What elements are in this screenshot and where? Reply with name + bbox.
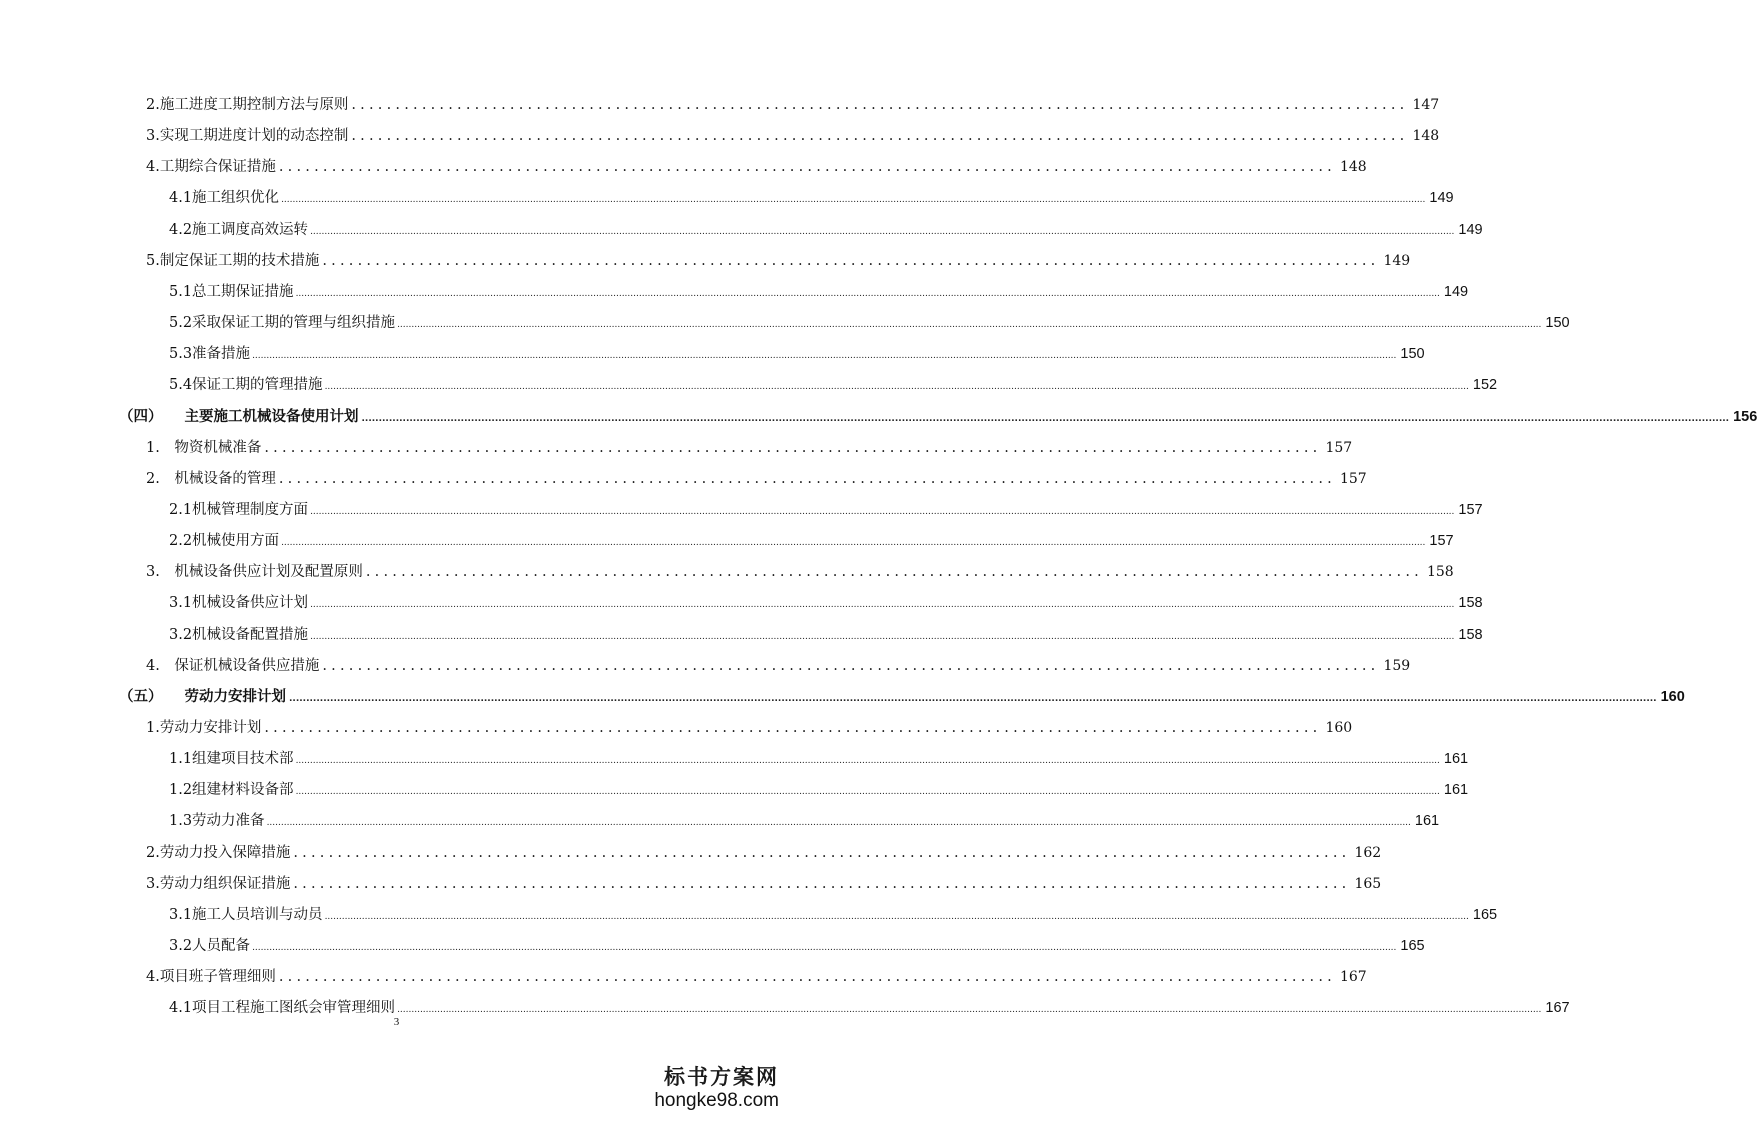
toc-dot-leader: ................................................................................................................................................................................................................................................................................................................................................................................................................ <box>310 631 1455 642</box>
toc-entry[interactable] <box>169 374 1498 396</box>
toc-entry[interactable] <box>146 717 1353 739</box>
toc-page-number: 160 <box>1660 688 1685 705</box>
toc-entry-text: 3.2机械设备配置措施 <box>169 626 309 643</box>
toc-page-number: 152 <box>1472 377 1498 394</box>
toc-dot-leader: ........................................................................................................................ <box>293 875 1351 892</box>
toc-page-number: 156 <box>1733 408 1757 425</box>
toc-page-number: 158 <box>1458 626 1483 643</box>
toc-entry-label <box>169 281 294 303</box>
toc-entry[interactable] <box>146 437 1353 459</box>
toc-page-number: 167 <box>1339 969 1367 986</box>
toc-entry[interactable] <box>169 187 1454 209</box>
toc-entry-text: 2.劳动力投入保障措施 <box>146 844 291 861</box>
toc-entry-text: 3.2人员配备 <box>169 938 251 955</box>
toc-entry-label <box>146 873 290 895</box>
toc-entry-text: 5.4保证工期的管理措施 <box>169 377 323 394</box>
toc-entry-text: 4. 保证机械设备供应措施 <box>146 657 320 674</box>
toc-entry-text: 3.1施工人员培训与动员 <box>169 906 323 923</box>
toc-entry[interactable] <box>146 873 1382 895</box>
toc-entry[interactable] <box>169 281 1469 303</box>
toc-entry-label <box>169 312 395 334</box>
toc-entry[interactable] <box>146 94 1440 116</box>
toc-dot-leader: ................................................................................................................................................................................................................................................................................................................................................................................................................ <box>295 787 1440 798</box>
toc-entry[interactable] <box>169 748 1469 770</box>
toc-page-number: 150 <box>1400 346 1425 363</box>
toc-entry[interactable] <box>146 468 1367 490</box>
toc-entry-label <box>169 592 308 614</box>
toc-dot-leader: ........................................................................................................................ <box>365 564 1423 581</box>
toc-entry-label <box>169 810 265 832</box>
toc-entry-text: 1.2组建材料设备部 <box>169 782 294 799</box>
toc-entry-label <box>169 374 323 396</box>
toc-dot-leader: ................................................................................................................................................................................................................................................................................................................................................................................................................ <box>252 351 1397 362</box>
toc-entry-text: 3. 机械设备供应计划及配置原则 <box>146 564 363 581</box>
toc-entry-text: 5.2采取保证工期的管理与组织措施 <box>169 315 396 332</box>
toc-entry-label <box>146 655 319 677</box>
toc-entry-label <box>169 748 294 770</box>
toc-dot-leader: ........................................................................................................................ <box>264 439 1322 456</box>
toc-entry-label <box>169 624 308 646</box>
toc-entry-text: 4.2施工调度高效运转 <box>169 221 309 238</box>
toc-entry-text: 4.工期综合保证措施 <box>146 159 276 176</box>
toc-entry-text: 4.项目班子管理细则 <box>146 969 276 986</box>
toc-dot-leader: ........................................................................................................................ <box>351 128 1409 145</box>
toc-page-number: 165 <box>1354 875 1382 892</box>
toc-entry-label <box>119 686 286 708</box>
toc-page-number: 161 <box>1443 751 1469 768</box>
toc-dot-leader: ................................................................................................................................................................................................................................................................................................................................................................................................................ <box>310 506 1455 517</box>
toc-entry[interactable] <box>169 624 1483 646</box>
toc-dot-leader: ........................................................................................................................ <box>293 844 1351 861</box>
toc-dot-leader: ................................................................................................................................................................................................................................................................................................................................................................................................................ <box>310 600 1455 611</box>
toc-entry-label <box>119 406 359 428</box>
toc-entry-text: 2.2机械使用方面 <box>169 533 280 550</box>
watermark-en: hongke98.com <box>654 1090 779 1111</box>
toc-entry-text: 4.1项目工程施工图纸会审管理细则 <box>169 1000 396 1017</box>
toc-entry-text: 3.实现工期进度计划的动态控制 <box>146 128 349 145</box>
toc-page-number: 149 <box>1443 283 1469 300</box>
toc-entry-text: 3.劳动力组织保证措施 <box>146 875 291 892</box>
toc-entry-label <box>169 343 250 365</box>
toc-entry-text: 1.3劳动力准备 <box>169 813 265 830</box>
toc-page-number: 161 <box>1443 782 1469 799</box>
toc-entry[interactable] <box>169 935 1425 957</box>
toc-section-number: （五） <box>119 688 163 705</box>
toc-dot-leader: ........................................................................................................................ <box>278 470 1336 487</box>
toc-entry-label <box>169 187 279 209</box>
toc-page-number: 157 <box>1458 501 1483 518</box>
toc-page-number: 157 <box>1429 533 1454 550</box>
toc-dot-leader: ................................................................................................................................................................................................................................................................................................................................................................................................................ <box>295 756 1440 767</box>
toc-entry[interactable] <box>169 312 1570 334</box>
toc-dot-leader: ................................................................................................................................................................................................................................................................................................................................................................................................................ <box>289 693 1657 704</box>
toc-entry-text: 4.1施工组织优化 <box>169 190 280 207</box>
toc-dot-leader: ........................................................................................................................ <box>264 720 1322 736</box>
toc-dot-leader: ................................................................................................................................................................................................................................................................................................................................................................................................................ <box>252 943 1397 954</box>
toc-entry-label <box>169 904 323 926</box>
page-number: 3 <box>393 1016 400 1028</box>
toc-entry-text: 1. 物资机械准备 <box>146 439 262 456</box>
toc-entry-text: 劳动力安排计划 <box>184 688 286 705</box>
toc-dot-leader: ........................................................................................................................ <box>351 97 1409 113</box>
toc-entry-label <box>146 437 261 459</box>
toc-page-number: 147 <box>1412 97 1440 113</box>
toc-dot-leader: ........................................................................................................................ <box>322 657 1380 674</box>
toc-entry-label <box>169 935 250 957</box>
toc-entry-label <box>169 530 279 552</box>
toc-dot-leader: ................................................................................................................................................................................................................................................................................................................................................................................................................ <box>324 911 1469 922</box>
toc-page-number: 157 <box>1325 439 1353 456</box>
toc-page-number: 148 <box>1412 128 1440 145</box>
toc-dot-leader: ................................................................................................................................................................................................................................................................................................................................................................................................................ <box>281 195 1426 206</box>
toc-section-number: （四） <box>119 408 163 425</box>
toc-dot-leader: ................................................................................................................................................................................................................................................................................................................................................................................................................ <box>324 382 1469 393</box>
toc-entry-text: 主要施工机械设备使用计划 <box>184 408 359 425</box>
toc-page-number: 167 <box>1545 1000 1570 1017</box>
toc-entry-text: 5.制定保证工期的技术措施 <box>146 252 320 269</box>
toc-dot-leader: ........................................................................................................................ <box>322 252 1380 269</box>
toc-entry-text: 1.劳动力安排计划 <box>146 720 262 736</box>
toc-entry-label <box>146 966 276 988</box>
toc-page-number: 150 <box>1545 315 1570 332</box>
toc-entry[interactable] <box>169 810 1440 832</box>
toc-dot-leader: ................................................................................................................................................................................................................................................................................................................................................................................................................ <box>295 288 1440 299</box>
toc-page-number: 159 <box>1383 657 1411 674</box>
toc-entry-text: 5.1总工期保证措施 <box>169 283 294 300</box>
toc-page-number: 149 <box>1429 190 1454 207</box>
toc-entry-label <box>169 219 308 241</box>
toc-entry-text: 2.施工进度工期控制方法与原则 <box>146 97 349 113</box>
toc-entry-text: 5.3准备措施 <box>169 346 251 363</box>
toc-page-number: 165 <box>1472 906 1498 923</box>
toc-entry-text: 2.1机械管理制度方面 <box>169 501 309 518</box>
toc-dot-leader: ................................................................................................................................................................................................................................................................................................................................................................................................................ <box>310 226 1455 237</box>
toc-section-heading[interactable] <box>119 686 1685 708</box>
toc-dot-leader: ................................................................................................................................................................................................................................................................................................................................................................................................................ <box>266 818 1411 829</box>
toc-page-number: 158 <box>1458 595 1483 612</box>
toc-dot-leader: ................................................................................................................................................................................................................................................................................................................................................................................................................ <box>397 320 1542 331</box>
toc-entry[interactable] <box>169 530 1454 552</box>
toc-entry-label <box>146 842 290 864</box>
toc-entry[interactable] <box>146 966 1367 988</box>
toc-entry[interactable] <box>169 904 1498 926</box>
toc-section-heading[interactable] <box>119 406 1757 428</box>
toc-page-number: 165 <box>1400 938 1425 955</box>
watermark-cn: 标书方案网 <box>664 1064 779 1089</box>
toc-entry[interactable] <box>146 125 1440 147</box>
toc-page-number: 158 <box>1426 564 1454 581</box>
toc-entry[interactable] <box>146 655 1411 677</box>
toc-dot-leader: ........................................................................................................................ <box>278 969 1336 986</box>
toc-entry[interactable] <box>169 499 1483 521</box>
toc-entry-text: 1.1组建项目技术部 <box>169 751 294 768</box>
toc-entry-label <box>146 125 348 147</box>
toc-entry-label <box>146 561 363 583</box>
toc-entry[interactable] <box>146 842 1382 864</box>
toc-entry[interactable] <box>146 561 1454 583</box>
toc-page-number: 160 <box>1325 720 1353 736</box>
toc-page-number: 161 <box>1414 813 1440 830</box>
toc-entry-text: 2. 机械设备的管理 <box>146 470 276 487</box>
toc-dot-leader: ................................................................................................................................................................................................................................................................................................................................................................................................................ <box>361 413 1730 424</box>
toc-entry[interactable] <box>146 156 1367 178</box>
toc-entry-label <box>169 779 294 801</box>
watermark-logo <box>609 1064 779 1112</box>
toc-entry[interactable] <box>169 779 1469 801</box>
toc-entry[interactable] <box>146 250 1411 272</box>
toc-entry-label <box>146 250 319 272</box>
toc-page-number: 149 <box>1458 221 1483 238</box>
toc-entry-label <box>146 94 348 116</box>
toc-dot-leader: ................................................................................................................................................................................................................................................................................................................................................................................................................ <box>397 1005 1542 1016</box>
toc-entry[interactable] <box>169 219 1483 241</box>
toc-page-number: 149 <box>1383 252 1411 269</box>
toc-page-number: 157 <box>1339 470 1367 487</box>
toc-dot-leader: ................................................................................................................................................................................................................................................................................................................................................................................................................ <box>281 538 1426 549</box>
toc-entry[interactable] <box>169 343 1425 365</box>
toc-entry[interactable] <box>169 592 1483 614</box>
toc-dot-leader: ........................................................................................................................ <box>278 159 1336 176</box>
toc-entry-label <box>146 717 261 739</box>
toc-page-number: 162 <box>1354 844 1382 861</box>
toc-page-number: 148 <box>1339 159 1367 176</box>
toc-entry-label <box>146 468 276 490</box>
toc-entry-label <box>146 156 276 178</box>
toc-entry-text: 3.1机械设备供应计划 <box>169 595 309 612</box>
toc-entry-label <box>169 499 308 521</box>
